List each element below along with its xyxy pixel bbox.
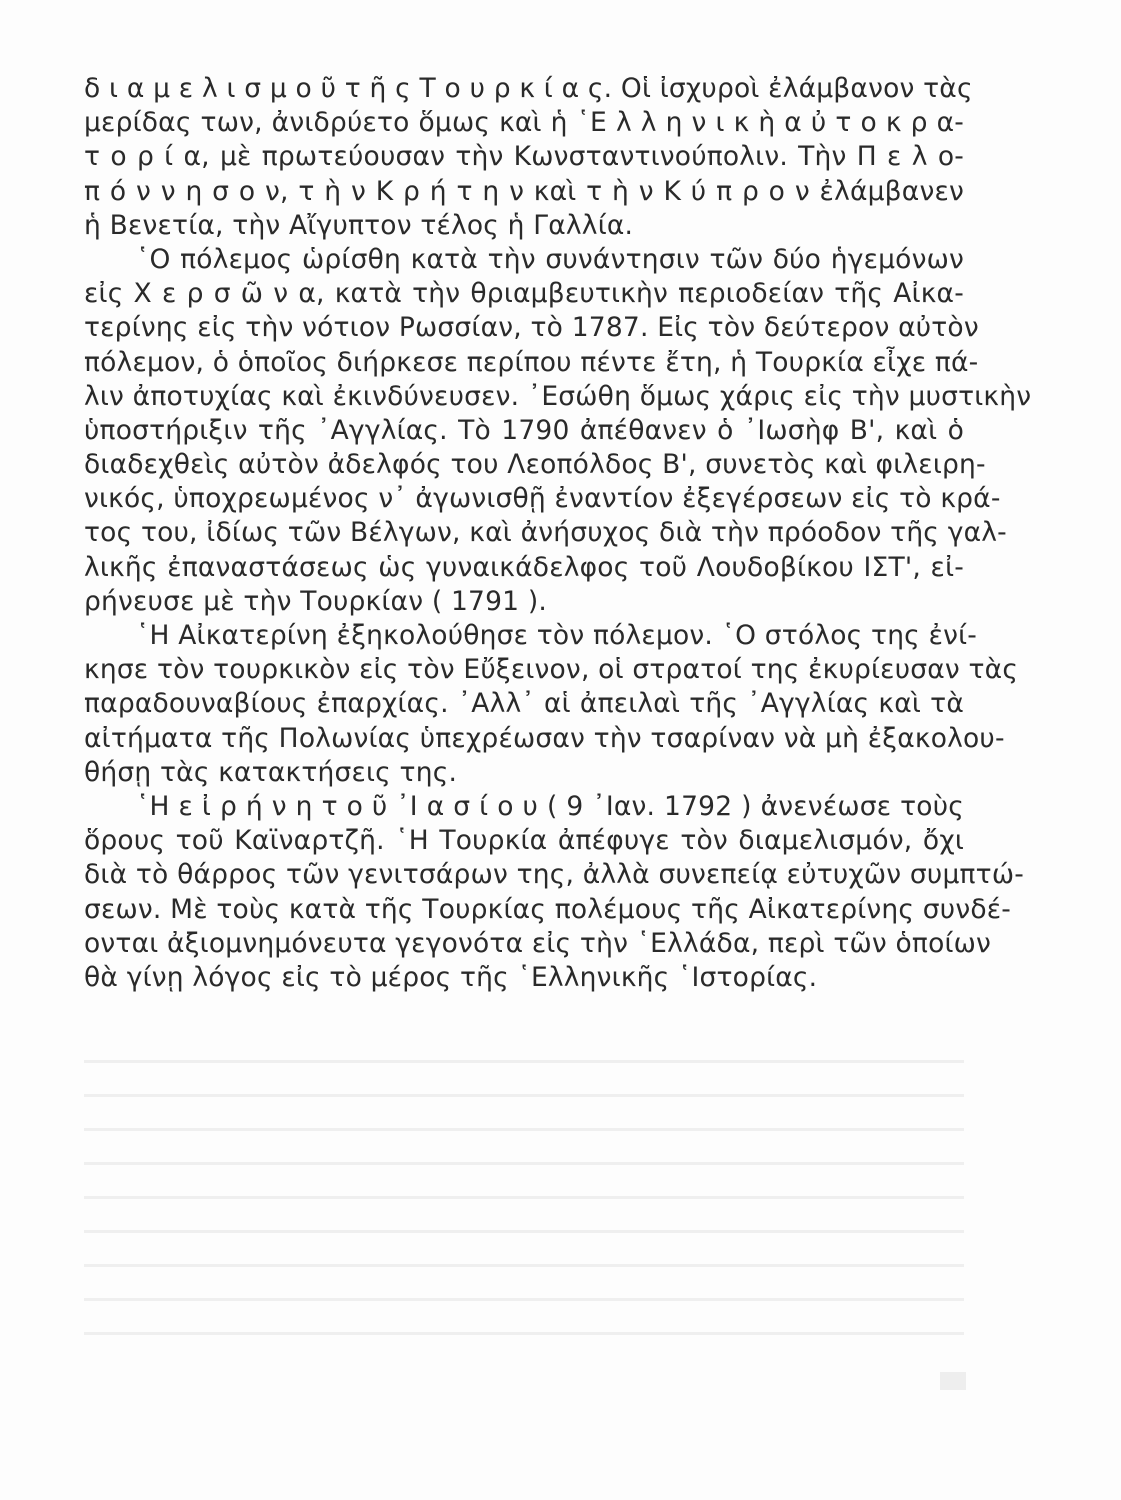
text-line: αἰτήματα τῆς Πολωνίας ὑπεχρέωσαν τὴν τσαρίναν νὰ μὴ ἐξακολου- bbox=[84, 722, 1005, 754]
text-line: λικῆς ἐπαναστάσεως ὡς γυναικάδελφος τοῦ Λουδοβίκου ΙΣΤ', εἰ- bbox=[84, 551, 964, 583]
bleed-through-page-number bbox=[940, 1372, 966, 1390]
text-line: λιν ἀποτυχίας καὶ ἐκινδύνευσεν. ᾽Εσώθη ὅμως χάρις εἰς τὴν μυστικὴν bbox=[84, 380, 1032, 412]
text-line: ὅρους τοῦ Καϊναρτζῆ. ῾Η Τουρκία ἀπέφυγε τὸν διαμελισμόν, ὄχι bbox=[84, 825, 964, 857]
text-line: διὰ τὸ θάρρος τῶν γενιτσάρων της, ἀλλὰ συνεπείᾳ εὐτυχῶν συμπτώ- bbox=[84, 859, 1024, 891]
text-line: ῾Ο πόλεμος ὡρίσθη κατὰ τὴν συνάντησιν τῶν δύο ἡγεμόνων bbox=[136, 243, 964, 275]
text-line: ρήνευσε μὲ τὴν Τουρκίαν ( 1791 ). bbox=[84, 585, 548, 617]
bleed-through-shadow bbox=[84, 1060, 964, 1350]
paragraph-1 bbox=[84, 72, 973, 243]
text-line: νικός, ὑποχρεωμένος ν᾽ ἀγωνισθῇ ἐναντίον ἐξεγέρσεων εἰς τὸ κρά- bbox=[84, 483, 1001, 515]
text-line: κησε τὸν τουρκικὸν εἰς τὸν Εὔξεινον, οἱ στρατοί της ἐκυρίευσαν τὰς bbox=[84, 654, 1019, 686]
text-line: παραδουναβίους ἐπαρχίας. ᾽Αλλ᾽ αἱ ἀπειλαὶ τῆς ᾽Αγγλίας καὶ τὰ bbox=[84, 688, 964, 720]
text-line: ἡ Βενετία, τὴν Αἴγυπτον τέλος ἡ Γαλλία. bbox=[84, 209, 634, 241]
text-line: ονται ἀξιομνημόνευτα γεγονότα εἰς τὴν ῾Ελλάδα, περὶ τῶν ὁποίων bbox=[84, 927, 992, 959]
text-line: θὰ γίνῃ λόγος εἰς τὸ μέρος τῆς ῾Ελληνικῆς ῾Ιστορίας. bbox=[84, 961, 818, 993]
paragraph-3 bbox=[84, 619, 1019, 790]
paragraph-4 bbox=[84, 790, 1024, 995]
text-line: διαδεχθεὶς αὐτὸν ἀδελφός του Λεοπόλδος Β', συνετὸς καὶ φιλειρη- bbox=[84, 449, 986, 481]
text-line: ῾Η ε ἰ ρ ή ν η τ ο ῦ ᾽Ι α σ ί ο υ ( 9 ᾽Ιαν. 1792 ) ἀνενέωσε τοὺς bbox=[136, 790, 964, 822]
text-line: εἰς Χ ε ρ σ ῶ ν α, κατὰ τὴν θριαμβευτικὴν περιοδείαν τῆς Αἰκα- bbox=[84, 278, 964, 310]
text-line: σεων. Μὲ τοὺς κατὰ τῆς Τουρκίας πολέμους τῆς Αἰκατερίνης συνδέ- bbox=[84, 893, 1012, 925]
text-line: π ό ν ν η σ ο ν, τ ὴ ν Κ ρ ή τ η ν καὶ τ ὴ ν Κ ύ π ρ ο ν ἐλάμβανεν bbox=[84, 175, 964, 207]
text-line: τ ο ρ ί α, μὲ πρωτεύουσαν τὴν Κωνσταντινούπολιν. Τὴν Π ε λ ο- bbox=[84, 141, 964, 173]
text-line: τερίνης εἰς τὴν νότιον Ρωσσίαν, τὸ 1787. Εἰς τὸν δεύτερον αὐτὸν bbox=[84, 312, 979, 344]
text-line: τος του, ἰδίως τῶν Βέλγων, καὶ ἀνήσυχος διὰ τὴν πρόοδον τῆς γαλ- bbox=[84, 517, 1007, 549]
text-line: θήσῃ τὰς κατακτήσεις της. bbox=[84, 756, 458, 788]
body-text bbox=[84, 72, 1032, 995]
paragraph-2 bbox=[84, 243, 1032, 619]
text-line: ὑποστήριξιν τῆς ᾽Αγγλίας. Τὸ 1790 ἀπέθανεν ὁ ᾽Ιωσὴφ Β', καὶ ὁ bbox=[84, 414, 964, 446]
text-line: μερίδας των, ἀνιδρύετο ὅμως καὶ ἡ ῾Ε λ λ η ν ι κ ὴ α ὐ τ ο κ ρ α- bbox=[84, 107, 964, 139]
text-line: πόλεμον, ὁ ὁποῖος διήρκεσε περίπου πέντε ἔτη, ἡ Τουρκία εἶχε πά- bbox=[84, 346, 979, 378]
text-line: δ ι α μ ε λ ι σ μ ο ῦ τ ῆ ς Τ ο υ ρ κ ί α ς. Οἱ ἰσχυροὶ ἐλάμβανον τὰς bbox=[84, 73, 973, 104]
text-line: ῾Η Αἰκατερίνη ἐξηκολούθησε τὸν πόλεμον. ῾Ο στόλος της ἐνί- bbox=[136, 620, 978, 651]
